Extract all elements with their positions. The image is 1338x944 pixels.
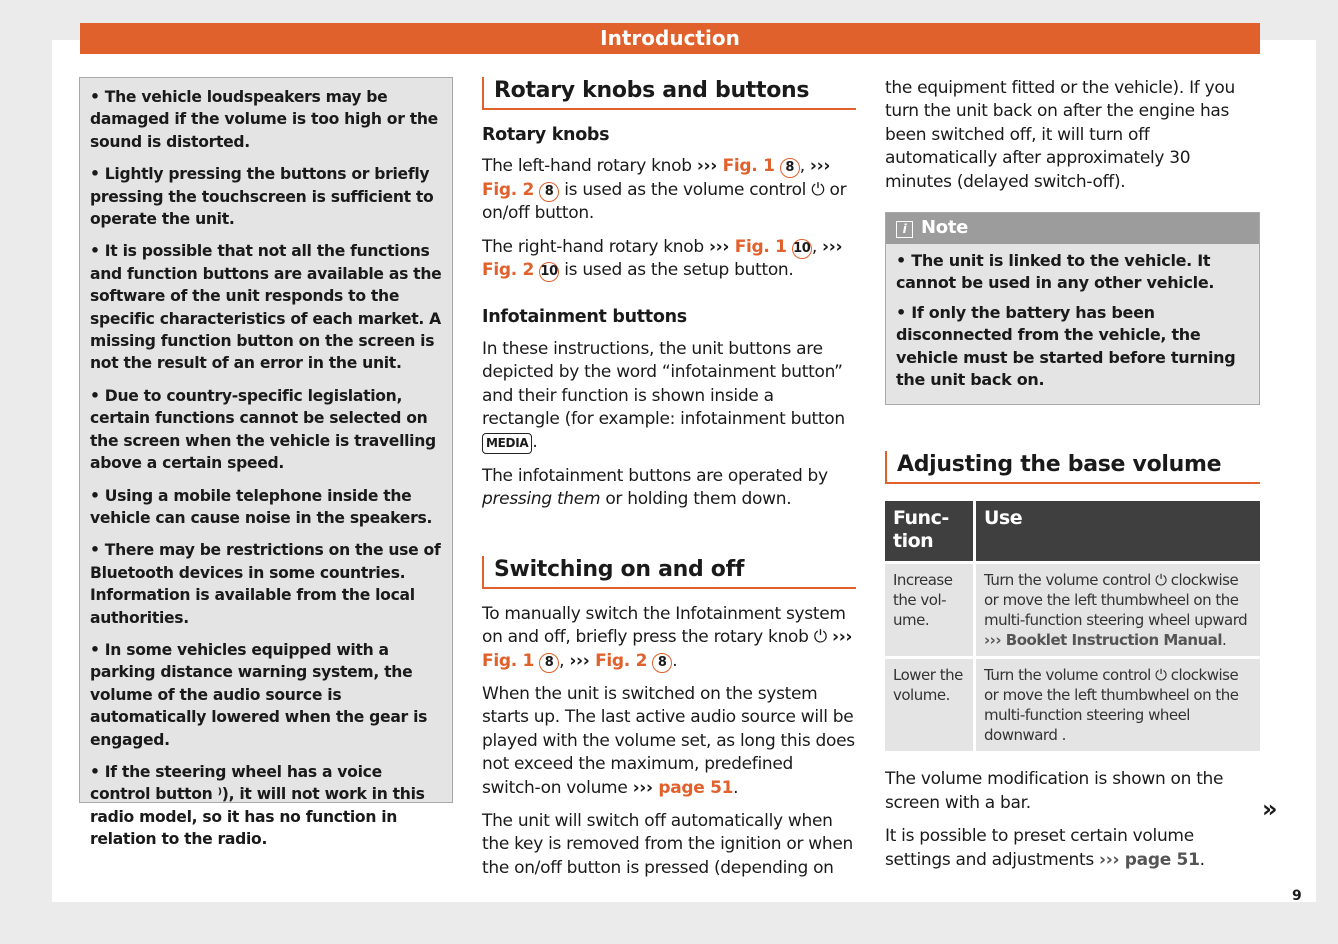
note-item: • The unit is linked to the vehicle. It cannot be used in any other vehicle.	[896, 251, 1215, 293]
column-header: Func-tion	[885, 501, 973, 561]
info-icon: i	[896, 221, 913, 238]
paragraph: It is possible to preset certain volume settings and adjustments ››› page 51.	[885, 826, 1205, 870]
column-header: Use	[976, 501, 1260, 561]
power-icon: ⏻	[811, 179, 825, 200]
section-title: Switching on and off	[482, 556, 856, 589]
warning-box	[79, 77, 453, 849]
fig2-link[interactable]: Fig. 2	[595, 650, 648, 671]
paragraph: The infotainment buttons are operated by pressing them or holding them down.	[482, 465, 828, 510]
paragraph: The right-hand rotary knob ››› Fig. 1 10, ››› Fig. 2 10 is used as the setup button.	[482, 236, 843, 281]
paragraph: In these instructions, the unit buttons are depicted by the word “infotainment button” and their function is shown inside a rectangle (for example: infotainment button MEDIA .	[482, 338, 845, 453]
subsection-title: Infotainment buttons	[482, 307, 687, 328]
page51-link[interactable]: page 51	[658, 777, 734, 798]
warning-item: • Lightly pressing the buttons or briefly pressing the touchscreen is sufficient to operate the unit.	[90, 165, 434, 229]
note-item: • If only the battery has been disconnected from the vehicle, the vehicle must be started before turning the unit back on.	[896, 302, 1236, 390]
warning-item: • Due to country-specific legislation, certain functions cannot be selected on the screen when the vehicle is travelling above a certain speed.	[90, 386, 436, 473]
paragraph: The unit will switch off automatically when the key is removed from the ignition or when the on/off button is pressed (depending on	[482, 810, 853, 878]
warning-item: • The vehicle loudspeakers may be damaged if the volume is too high or the sound is distorted.	[90, 88, 438, 151]
subsection-title: Rotary knobs	[482, 125, 610, 145]
section-title: Adjusting the base volume	[885, 451, 1260, 484]
fig1-link[interactable]: Fig. 1	[734, 236, 787, 257]
callout-number: 8	[539, 182, 559, 202]
warning-item: • Using a mobile telephone inside the vehicle can cause noise in the speakers.	[90, 486, 433, 527]
paragraph: The volume modification is shown on the screen with a bar.	[885, 769, 1224, 813]
right-column	[885, 77, 1260, 882]
page51-link[interactable]: page 51	[1124, 849, 1200, 870]
callout-number: 8	[652, 653, 672, 673]
note-header: i Note	[886, 213, 1259, 244]
fig1-link[interactable]: Fig. 1	[722, 156, 775, 177]
paragraph: When the unit is switched on the system starts up. The last active audio source will be played with the volume set, as long this does not exceed the maximum, predefined switch-on volume ››› page 51.	[482, 683, 855, 798]
power-icon: ⏻	[1155, 571, 1167, 590]
power-icon: ⏻	[813, 627, 827, 648]
section-title: Rotary knobs and buttons	[482, 77, 856, 110]
note-box	[885, 212, 1260, 405]
callout-number: 8	[780, 158, 800, 178]
paragraph: To manually switch the Infotainment system on and off, briefly press the rotary knob ⏻ ››› Fig. 1 8 , ››› Fig. 2 8 .	[482, 603, 853, 671]
continue-icon: »	[1262, 795, 1278, 823]
fig1-link[interactable]: Fig. 1	[482, 650, 535, 671]
warning-item: • There may be restrictions on the use of Bluetooth devices in some countries. Information is available from the local authorities.	[90, 541, 441, 627]
middle-column	[482, 77, 856, 890]
warning-item: • In some vehicles equipped with a parking distance warning system, the volume of the audio source is automatically lowered when the gear is engaged.	[90, 640, 428, 749]
fig2-link[interactable]: Fig. 2	[482, 179, 535, 200]
media-button-icon: MEDIA	[482, 433, 532, 454]
callout-number: 10	[539, 262, 559, 282]
chapter-header: Introduction	[80, 23, 1260, 54]
table-row: Lower the volume. Turn the volume control ⏻ clockwise or move the left thumbwheel on the multi-function steering wheel downward .	[885, 659, 1260, 751]
manual-link[interactable]: Booklet Instruction Manual	[1005, 631, 1223, 650]
fig2-link[interactable]: Fig. 2	[482, 260, 535, 281]
table-row: Increase the vol-ume. Turn the volume control ⏻ clockwise or move the left thumbwheel on the multi-function steering wheel upward ››› Booklet Instruction Manual.	[885, 564, 1260, 656]
callout-number: 8	[539, 653, 559, 673]
paragraph: the equipment fitted or the vehicle). If you turn the unit back on after the engine has been switched off, it will turn off automatically after approximately 30 minutes (delayed switch-off).	[885, 78, 1235, 192]
paragraph: The left-hand rotary knob ››› Fig. 1 8 , ››› Fig. 2 8 is used as the volume control ⏻ or on/off button.	[482, 156, 847, 224]
power-icon: ⏻	[1155, 666, 1167, 685]
volume-table	[882, 498, 1263, 754]
warning-item: • It is possible that not all the functions and function buttons are available as the software of the unit responds to the specific characteristics of each market. A missing function button on the screen is not the result of an error in the unit.	[90, 242, 442, 373]
callout-number: 10	[792, 239, 812, 259]
warning-item: • If the steering wheel has a voice control button ⁾), it will not work in this radio model, so it has no function in relation to the radio.	[90, 762, 425, 849]
page-number: 9	[1292, 888, 1302, 904]
